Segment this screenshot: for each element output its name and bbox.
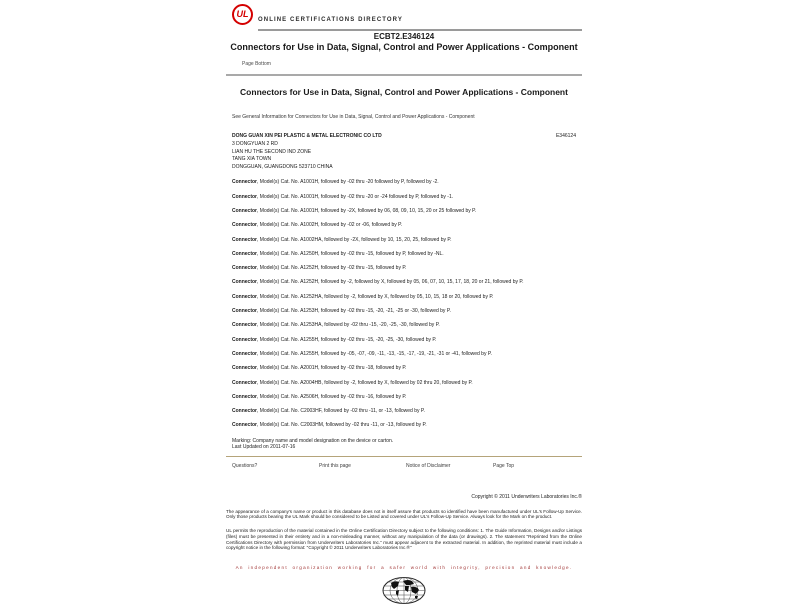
model-category: Connector	[232, 207, 257, 214]
footer-divider	[226, 456, 582, 457]
model-listing-row	[232, 352, 576, 357]
model-category: Connector	[232, 250, 257, 257]
print-page-link[interactable]: Print this page	[319, 462, 351, 469]
model-category: Connector	[232, 179, 257, 186]
ul-logo-icon	[232, 4, 253, 25]
model-listing-row	[232, 409, 576, 414]
model-listing-row	[232, 381, 576, 386]
model-listing-row	[232, 323, 576, 328]
model-details: , Model(s) Cat. No. C2003HF, followed by -02 thru -11, or -13, followed by P.	[257, 408, 425, 415]
brand-bar	[258, 8, 582, 31]
model-category: Connector	[232, 422, 257, 429]
model-listing-row	[232, 195, 576, 200]
ul-tagline: An independent organization working for a safer world with integrity, precision and knowledge.	[235, 564, 573, 570]
model-category: Connector	[232, 193, 257, 200]
marking-text: Marking: Company name and model designation on the device or carton.	[232, 437, 394, 444]
legal-paragraph-2: UL permits the reproduction of the material contained in the Online Certification Directory subject to the following conditions: 1. The Guide Information, Designs and/or Listings (files) must be presented in their entirety and in a non-misleading manner, without any manipulation of the data (or drawings). 2. The statement "Reprinted from the Online Certifications Directory with permission from Underwriters Laboratories Inc." must appear adjacent to the extracted material. In addition, the reprinted material must include a copyright notice in the following format: "Copyright © 2011 Underwriters Laboratories Inc.®"	[226, 528, 582, 551]
model-category: Connector	[232, 293, 257, 300]
model-category: Connector	[232, 322, 257, 329]
model-details: , Model(s) Cat. No. A1002H, followed by -02 or -06, followed by P.	[257, 222, 403, 229]
model-listing-row	[232, 238, 576, 243]
model-listing-row	[232, 423, 576, 428]
address-line: TANG XIA TOWN	[232, 156, 272, 163]
file-number: E346124	[555, 133, 576, 139]
general-information-link[interactable]: See General Information for Connectors for Use in Data, Signal, Control and Power Applications - Component	[232, 114, 475, 120]
model-details: , Model(s) Cat. No. A1001H, followed by -02 thru -20 followed by P, followed by -2.	[257, 179, 439, 186]
certification-page	[226, 0, 582, 605]
model-listing-row	[232, 395, 576, 400]
page-top-link[interactable]: Page Top	[493, 462, 515, 469]
model-listing-row	[232, 266, 576, 271]
model-listing-row	[232, 223, 576, 228]
model-category: Connector	[232, 365, 257, 372]
model-listing-row	[232, 252, 576, 257]
model-listing-row	[232, 338, 576, 343]
model-category: Connector	[232, 336, 257, 343]
certification-code: ECBT2.E346124	[373, 32, 435, 41]
page-bottom-link[interactable]: Page Bottom	[242, 61, 271, 67]
address-line: 3 DONGYUAN 2 RD	[232, 141, 278, 147]
title-divider	[226, 74, 582, 76]
model-details: , Model(s) Cat. No. A2001H, followed by -02 thru -18, followed by P.	[257, 365, 407, 372]
model-details: , Model(s) Cat. No. A2004HB, followed by -2, followed by X, followed by 02 thru 20, followed by P.	[257, 379, 473, 386]
page-title: Connectors for Use in Data, Signal, Control and Power Applications - Component	[230, 42, 578, 52]
model-listing-row	[232, 295, 576, 300]
brand-title: ONLINE CERTIFICATIONS DIRECTORY	[258, 17, 403, 23]
address-line: LIAN HU THE SECOND IND ZONE	[232, 148, 312, 155]
globe-icon	[381, 576, 427, 605]
model-category: Connector	[232, 408, 257, 415]
model-details: , Model(s) Cat. No. A1255H, followed by -02 thru -15, -20, -25, -30, followed by P.	[257, 336, 437, 343]
model-listings	[232, 180, 576, 428]
model-category: Connector	[232, 379, 257, 386]
disclaimer-link[interactable]: Notice of Disclaimer	[406, 462, 451, 469]
model-listing-row	[232, 180, 576, 185]
questions-link[interactable]: Questions?	[232, 462, 258, 469]
copyright-notice: Copyright © 2011 Underwriters Laboratories Inc.®	[471, 493, 582, 500]
model-details: , Model(s) Cat. No. A1002HA, followed by -2X, followed by 10, 15, 20, 25, followed by P.	[257, 236, 452, 243]
model-details: , Model(s) Cat. No. A1253HA, followed by -02 thru -15, -20, -25, -30, followed by P.	[257, 322, 440, 329]
model-details: , Model(s) Cat. No. A2506H, followed by -02 thru -16, followed by P.	[257, 393, 407, 400]
model-details: , Model(s) Cat. No. A1252H, followed by -2, followed by X, followed by 05, 06, 07, 10, 15, 17, 18, 20 or 21, followed by P.	[257, 279, 524, 286]
marking-block	[232, 438, 576, 451]
model-details: , Model(s) Cat. No. A1255H, followed by -05, -07, -09, -11, -13, -15, -17, -19, -21, -31 or -41, followed by P.	[257, 350, 492, 357]
model-listing-row	[232, 209, 576, 214]
model-details: , Model(s) Cat. No. A1001H, followed by -02 thru -20 or -24 followed by P, followed by -1.	[257, 193, 454, 200]
company-block	[232, 133, 576, 171]
legal-paragraph-1: The appearance of a company's name or product in this database does not in itself assure that products so identified have been manufactured under UL's Follow-Up Service. Only those products bearing the UL Mark should be considered to be Listed and covered under UL's Follow-Up Service. Always look for the Mark on the product.	[226, 508, 582, 520]
model-category: Connector	[232, 279, 257, 286]
model-category: Connector	[232, 222, 257, 229]
model-category: Connector	[232, 265, 257, 272]
model-category: Connector	[232, 236, 257, 243]
page-header	[226, 0, 582, 27]
model-details: , Model(s) Cat. No. A1253H, followed by -02 thru -15, -20, -21, -25 or -30, followed by P.	[257, 308, 451, 315]
model-listing-row	[232, 366, 576, 371]
model-category: Connector	[232, 393, 257, 400]
model-category: Connector	[232, 308, 257, 315]
model-details: , Model(s) Cat. No. C2003HM, followed by -02 thru -11, or -13, followed by P.	[257, 422, 427, 429]
footer-links	[232, 463, 582, 469]
section-heading: Connectors for Use in Data, Signal, Control and Power Applications - Component	[240, 87, 568, 97]
company-name: DONG GUAN XIN PEI PLASTIC & METAL ELECTRONIC CO LTD	[232, 133, 382, 139]
last-updated: Last Updated on 2011-07-16	[232, 444, 296, 451]
company-address	[232, 141, 576, 171]
address-line: DONGGUAN, GUANGDONG 523710 CHINA	[232, 163, 333, 170]
model-details: , Model(s) Cat. No. A1252H, followed by -02 thru -15, followed by P.	[257, 265, 407, 272]
ul-logo-text: UL	[236, 9, 249, 19]
model-listing-row	[232, 309, 576, 314]
model-details: , Model(s) Cat. No. A1250H, followed by -02 thru -15, followed by P, followed by -NL.	[257, 250, 444, 257]
model-listing-row	[232, 280, 576, 285]
model-details: , Model(s) Cat. No. A1252HA, followed by -2, followed by X, followed by 05, 10, 15, 18 or 20, followed by P.	[257, 293, 494, 300]
model-details: , Model(s) Cat. No. A1001H, followed by -2X, followed by 06, 08, 09, 10, 15, 20 or 25 followed by P.	[257, 207, 477, 214]
model-category: Connector	[232, 350, 257, 357]
